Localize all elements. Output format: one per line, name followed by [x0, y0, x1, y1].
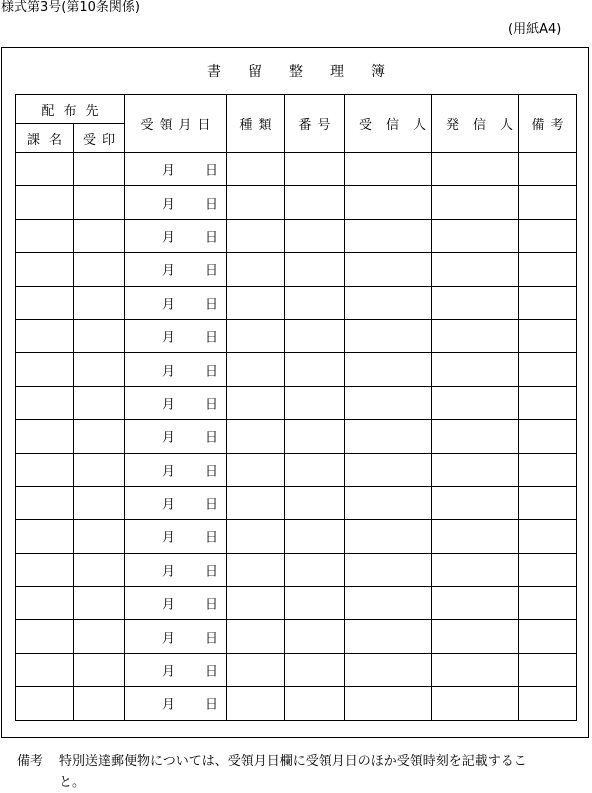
type-cell[interactable]: [227, 319, 285, 352]
sender-cell[interactable]: [432, 420, 519, 453]
type-cell[interactable]: [227, 219, 285, 252]
remarks-cell[interactable]: [519, 319, 577, 352]
day-unit: 日: [205, 397, 219, 413]
received-date-cell[interactable]: [125, 453, 227, 486]
month-unit: 月: [162, 664, 176, 680]
table-row: [16, 653, 577, 686]
receipt-seal-cell[interactable]: [74, 687, 125, 720]
table-row: [16, 420, 577, 453]
sender-cell[interactable]: [432, 386, 519, 419]
day-unit: 日: [205, 297, 219, 313]
received-date-cell[interactable]: [125, 386, 227, 419]
number-cell[interactable]: [285, 253, 345, 286]
type-cell[interactable]: [227, 153, 285, 186]
remarks-note: [17, 751, 585, 793]
received-date-cell[interactable]: [125, 219, 227, 252]
received-date-cell[interactable]: [125, 620, 227, 653]
table-row: [16, 186, 577, 219]
number-cell[interactable]: [285, 219, 345, 252]
received-date-cell[interactable]: [125, 186, 227, 219]
recipient-cell[interactable]: [345, 319, 432, 352]
sender-cell[interactable]: [432, 587, 519, 620]
header-section: 課名: [16, 124, 74, 153]
month-unit: 月: [162, 497, 176, 513]
header-type: 種類: [227, 95, 285, 153]
section-cell[interactable]: [16, 353, 74, 386]
remarks-cell[interactable]: [519, 587, 577, 620]
number-cell[interactable]: [285, 319, 345, 352]
type-cell[interactable]: [227, 687, 285, 720]
header-receipt-seal: 受印: [74, 124, 125, 153]
section-cell[interactable]: [16, 620, 74, 653]
sender-cell[interactable]: [432, 453, 519, 486]
remarks-cell[interactable]: [519, 353, 577, 386]
header-sender: 発信人: [432, 95, 519, 153]
sender-cell[interactable]: [432, 520, 519, 553]
recipient-cell[interactable]: [345, 587, 432, 620]
remarks-cell[interactable]: [519, 620, 577, 653]
table-row: [16, 253, 577, 286]
received-date-cell[interactable]: [125, 353, 227, 386]
month-unit: 月: [162, 263, 176, 279]
remarks-cell[interactable]: [519, 186, 577, 219]
sender-cell[interactable]: [432, 353, 519, 386]
receipt-seal-cell[interactable]: [74, 653, 125, 686]
remarks-cell[interactable]: [519, 420, 577, 453]
receipt-seal-cell[interactable]: [74, 386, 125, 419]
month-unit: 月: [162, 297, 176, 313]
table-row: [16, 353, 577, 386]
recipient-cell[interactable]: [345, 219, 432, 252]
receipt-seal-cell[interactable]: [74, 486, 125, 519]
recipient-cell[interactable]: [345, 420, 432, 453]
day-unit: 日: [205, 697, 219, 713]
receipt-seal-cell[interactable]: [74, 286, 125, 319]
section-cell[interactable]: [16, 453, 74, 486]
number-cell[interactable]: [285, 486, 345, 519]
header-distribution: 配布先: [16, 95, 125, 124]
form-title: 書留整理簿: [207, 64, 412, 80]
sender-cell[interactable]: [432, 253, 519, 286]
type-cell[interactable]: [227, 520, 285, 553]
received-date-cell[interactable]: [125, 319, 227, 352]
sender-cell[interactable]: [432, 153, 519, 186]
day-unit: 日: [205, 430, 219, 446]
month-unit: 月: [162, 697, 176, 713]
number-cell[interactable]: [285, 587, 345, 620]
number-cell[interactable]: [285, 186, 345, 219]
remarks-line-2: と。: [59, 775, 86, 790]
section-cell[interactable]: [16, 687, 74, 720]
month-unit: 月: [162, 464, 176, 480]
sender-cell[interactable]: [432, 219, 519, 252]
month-unit: 月: [162, 330, 176, 346]
table-row: [16, 286, 577, 319]
section-cell[interactable]: [16, 253, 74, 286]
received-date-cell[interactable]: [125, 420, 227, 453]
type-cell[interactable]: [227, 587, 285, 620]
sender-cell[interactable]: [432, 186, 519, 219]
receipt-seal-cell[interactable]: [74, 153, 125, 186]
sender-cell[interactable]: [432, 319, 519, 352]
remarks-text: [17, 751, 585, 793]
remarks-cell[interactable]: [519, 286, 577, 319]
recipient-cell[interactable]: [345, 186, 432, 219]
recipient-cell[interactable]: [345, 153, 432, 186]
remarks-cell[interactable]: [519, 453, 577, 486]
day-unit: 日: [205, 664, 219, 680]
recipient-cell[interactable]: [345, 486, 432, 519]
remarks-cell[interactable]: [519, 653, 577, 686]
number-cell[interactable]: [285, 653, 345, 686]
day-unit: 日: [205, 163, 219, 179]
section-cell[interactable]: [16, 520, 74, 553]
number-cell[interactable]: [285, 620, 345, 653]
received-date-cell[interactable]: [125, 153, 227, 186]
number-cell[interactable]: [285, 353, 345, 386]
received-date-cell[interactable]: [125, 587, 227, 620]
type-cell[interactable]: [227, 286, 285, 319]
month-unit: 月: [162, 564, 176, 580]
received-date-cell[interactable]: [125, 553, 227, 586]
sender-cell[interactable]: [432, 553, 519, 586]
receipt-seal-cell[interactable]: [74, 620, 125, 653]
section-cell[interactable]: [16, 286, 74, 319]
section-cell[interactable]: [16, 553, 74, 586]
sender-cell[interactable]: [432, 620, 519, 653]
type-cell[interactable]: [227, 553, 285, 586]
remarks-line-1: 特別送達郵便物については、受領月日欄に受領月日のほか受領時刻を記載するこ: [59, 754, 527, 769]
receipt-seal-cell[interactable]: [74, 319, 125, 352]
header-remarks: 備考: [519, 95, 577, 153]
number-cell[interactable]: [285, 286, 345, 319]
section-cell[interactable]: [16, 486, 74, 519]
type-cell[interactable]: [227, 453, 285, 486]
remarks-label: 備考: [17, 754, 44, 769]
month-unit: 月: [162, 397, 176, 413]
table-row: [16, 319, 577, 352]
table-row: [16, 553, 577, 586]
type-cell[interactable]: [227, 253, 285, 286]
receipt-seal-cell[interactable]: [74, 420, 125, 453]
table-body: [16, 153, 577, 721]
number-cell[interactable]: [285, 453, 345, 486]
recipient-cell[interactable]: [345, 520, 432, 553]
section-cell[interactable]: [16, 420, 74, 453]
table-row: [16, 219, 577, 252]
received-date-cell[interactable]: [125, 687, 227, 720]
section-cell[interactable]: [16, 319, 74, 352]
month-unit: 月: [162, 364, 176, 380]
day-unit: 日: [205, 597, 219, 613]
received-date-cell[interactable]: [125, 653, 227, 686]
day-unit: 日: [205, 197, 219, 213]
recipient-cell[interactable]: [345, 553, 432, 586]
number-cell[interactable]: [285, 386, 345, 419]
table-row: [16, 620, 577, 653]
day-unit: 日: [205, 631, 219, 647]
remarks-cell[interactable]: [519, 219, 577, 252]
receipt-seal-cell[interactable]: [74, 253, 125, 286]
day-unit: 日: [205, 464, 219, 480]
day-unit: 日: [205, 230, 219, 246]
table-row: [16, 587, 577, 620]
recipient-cell[interactable]: [345, 687, 432, 720]
paper-size-label: (用紙A4): [508, 22, 562, 37]
remarks-cell[interactable]: [519, 486, 577, 519]
recipient-cell[interactable]: [345, 286, 432, 319]
month-unit: 月: [162, 530, 176, 546]
recipient-cell[interactable]: [345, 620, 432, 653]
table-row: [16, 486, 577, 519]
remarks-cell[interactable]: [519, 153, 577, 186]
received-date-cell[interactable]: [125, 486, 227, 519]
type-cell[interactable]: [227, 653, 285, 686]
sender-cell[interactable]: [432, 486, 519, 519]
remarks-cell[interactable]: [519, 553, 577, 586]
form-number-label: 様式第3号(第10条関係): [1, 0, 140, 15]
day-unit: 日: [205, 497, 219, 513]
header-received-date: 受領月日: [125, 95, 227, 153]
section-cell[interactable]: [16, 587, 74, 620]
table-row: [16, 453, 577, 486]
receipt-seal-cell[interactable]: [74, 353, 125, 386]
day-unit: 日: [205, 330, 219, 346]
receipt-seal-cell[interactable]: [74, 520, 125, 553]
received-date-cell[interactable]: [125, 253, 227, 286]
type-cell[interactable]: [227, 420, 285, 453]
number-cell[interactable]: [285, 420, 345, 453]
number-cell[interactable]: [285, 153, 345, 186]
received-date-cell[interactable]: [125, 286, 227, 319]
month-unit: 月: [162, 163, 176, 179]
section-cell[interactable]: [16, 186, 74, 219]
received-date-cell[interactable]: [125, 520, 227, 553]
table-row: [16, 153, 577, 186]
remarks-cell[interactable]: [519, 253, 577, 286]
day-unit: 日: [205, 364, 219, 380]
day-unit: 日: [205, 530, 219, 546]
section-cell[interactable]: [16, 219, 74, 252]
type-cell[interactable]: [227, 386, 285, 419]
number-cell[interactable]: [285, 687, 345, 720]
sender-cell[interactable]: [432, 687, 519, 720]
header-recipient: 受信人: [345, 95, 432, 153]
section-cell[interactable]: [16, 153, 74, 186]
number-cell[interactable]: [285, 520, 345, 553]
type-cell[interactable]: [227, 353, 285, 386]
receipt-seal-cell[interactable]: [74, 587, 125, 620]
day-unit: 日: [205, 263, 219, 279]
day-unit: 日: [205, 564, 219, 580]
remarks-cell[interactable]: [519, 520, 577, 553]
sender-cell[interactable]: [432, 653, 519, 686]
month-unit: 月: [162, 430, 176, 446]
type-cell[interactable]: [227, 486, 285, 519]
table-row: [16, 520, 577, 553]
recipient-cell[interactable]: [345, 253, 432, 286]
sender-cell[interactable]: [432, 286, 519, 319]
registered-mail-table: [15, 94, 577, 721]
month-unit: 月: [162, 230, 176, 246]
recipient-cell[interactable]: [345, 353, 432, 386]
receipt-seal-cell[interactable]: [74, 553, 125, 586]
receipt-seal-cell[interactable]: [74, 453, 125, 486]
month-unit: 月: [162, 197, 176, 213]
type-cell[interactable]: [227, 186, 285, 219]
table-row: [16, 687, 577, 720]
receipt-seal-cell[interactable]: [74, 219, 125, 252]
month-unit: 月: [162, 597, 176, 613]
recipient-cell[interactable]: [345, 386, 432, 419]
receipt-seal-cell[interactable]: [74, 186, 125, 219]
section-cell[interactable]: [16, 386, 74, 419]
recipient-cell[interactable]: [345, 453, 432, 486]
section-cell[interactable]: [16, 653, 74, 686]
remarks-cell[interactable]: [519, 687, 577, 720]
table-row: [16, 386, 577, 419]
recipient-cell[interactable]: [345, 653, 432, 686]
remarks-cell[interactable]: [519, 386, 577, 419]
month-unit: 月: [162, 631, 176, 647]
header-number: 番号: [285, 95, 345, 153]
type-cell[interactable]: [227, 620, 285, 653]
number-cell[interactable]: [285, 553, 345, 586]
